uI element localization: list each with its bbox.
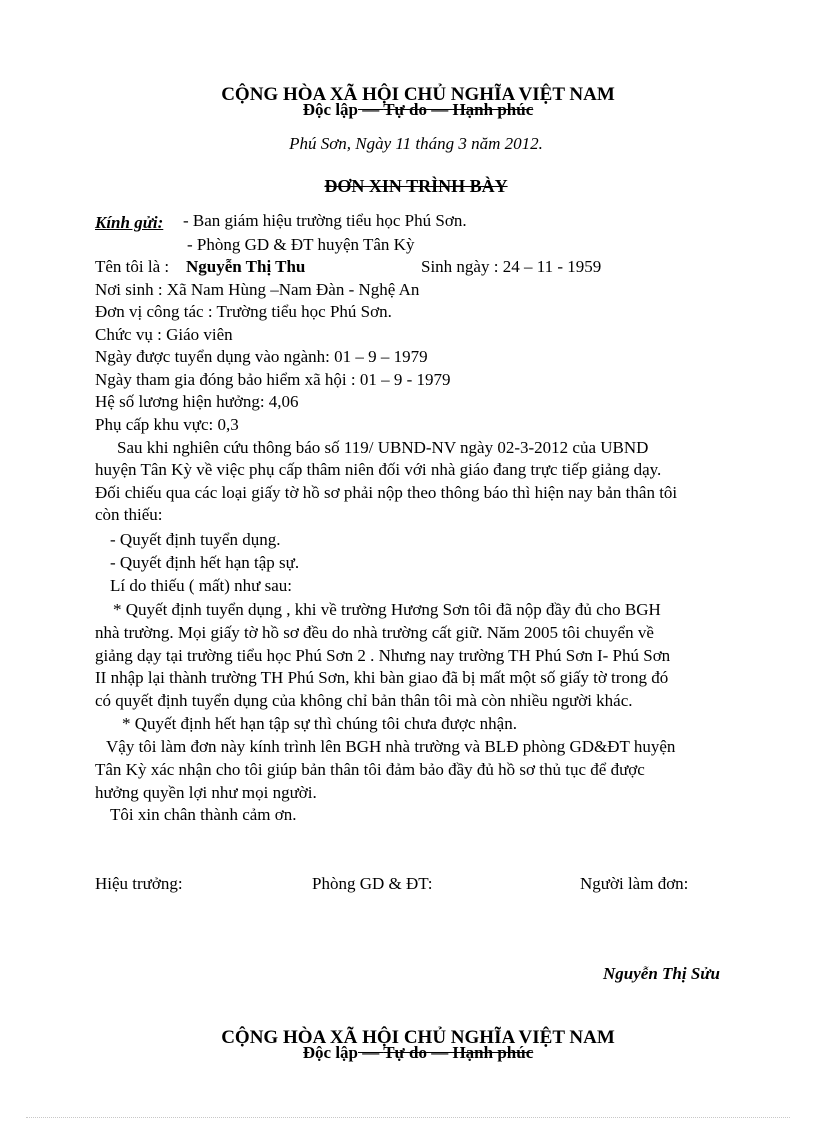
motto-part-2: Tự do xyxy=(383,1043,427,1062)
closing-thanks: Tôi xin chân thành cảm ơn. xyxy=(110,805,297,824)
national-title-repeat: CỘNG HÒA XÃ HỘI CHỦ NGHĨA VIỆT NAM xyxy=(221,1027,615,1048)
national-title: CỘNG HÒA XÃ HỘI CHỦ NGHĨA VIỆT NAM xyxy=(221,84,615,105)
body-line: có quyết định tuyển dụng của không chỉ bản thân tôi mà còn nhiều người khác. xyxy=(95,691,633,710)
body-line: * Quyết định hết hạn tập sự thì chúng tôi chưa được nhận. xyxy=(122,714,517,733)
work-unit: Đơn vị công tác : Trường tiểu học Phú Sơn. xyxy=(95,302,392,321)
body-line: Đối chiếu qua các loại giấy tờ hồ sơ phải nộp theo thông báo thì hiện nay bản thân tôi xyxy=(95,483,678,502)
body-line: huyện Tân Kỳ về việc phụ cấp thâm niên đối với nhà giáo đang trực tiếp giảng dạy. xyxy=(95,460,662,479)
motto-part-2: Tự do xyxy=(383,100,427,119)
birthplace: Nơi sinh : Xã Nam Hùng –Nam Đàn - Nghệ An xyxy=(95,280,420,299)
body-line: * Quyết định tuyển dụng , khi về trường Hương Sơn tôi đã nộp đầy đủ cho BGH xyxy=(113,600,661,619)
missing-item-1: - Quyết định tuyển dụng. xyxy=(110,530,281,549)
insurance-date: Ngày tham gia đóng bảo hiểm xã hội : 01 – 9 - 1979 xyxy=(95,370,451,389)
document-title: ĐƠN XIN TRÌNH BÀY xyxy=(324,176,508,196)
body-line: II nhập lại thành trường TH Phú Sơn, khi bàn giao đã bị mất một số giấy tờ trong đó xyxy=(95,668,669,687)
national-motto: Độc lập — Tự do — Hạnh phúc xyxy=(302,100,534,119)
position: Chức vụ : Giáo viên xyxy=(95,325,233,344)
body-line: Vậy tôi làm đơn này kính trình lên BGH nhà trường và BLĐ phòng GD&ĐT huyện xyxy=(106,737,676,756)
body-line: giảng dạy tại trường tiểu học Phú Sơn 2 . Nhưng nay trường TH Phú Sơn I- Phú Sơn xyxy=(95,646,671,665)
date-line: Phú Sơn, Ngày 11 tháng 3 năm 2012. xyxy=(289,134,543,153)
signer-name: Nguyễn Thị Sửu xyxy=(603,964,720,983)
body-line: Tân Kỳ xác nhận cho tôi giúp bản thân tôi đảm bảo đầy đủ hồ sơ thủ tục để được xyxy=(95,760,645,779)
page-bottom-divider xyxy=(26,1117,790,1118)
applicant-name: Nguyễn Thị Thu xyxy=(186,257,306,276)
recipient-1: - Ban giám hiệu trường tiểu học Phú Sơn. xyxy=(183,211,467,230)
reason-heading: Lí do thiếu ( mất) như sau: xyxy=(110,576,293,595)
name-label: Tên tôi là : xyxy=(95,257,170,276)
date-of-birth: Sinh ngày : 24 – 11 - 1959 xyxy=(421,257,602,276)
motto-part-1: Độc lập xyxy=(302,1043,358,1062)
body-line: còn thiếu: xyxy=(95,505,163,524)
recipient-label: Kính gửi: xyxy=(95,213,164,232)
motto-part-1: Độc lập xyxy=(302,100,358,119)
salary-coefficient: Hệ số lương hiện hưởng: 4,06 xyxy=(95,392,299,411)
national-motto-repeat: Độc lập — Tự do — Hạnh phúc xyxy=(302,1043,534,1062)
motto-part-3: Hạnh phúc xyxy=(452,1043,534,1062)
body-line: hưởng quyền lợi như mọi người. xyxy=(95,783,317,802)
signature-applicant-label: Người làm đơn: xyxy=(580,874,689,893)
missing-item-2: - Quyết định hết hạn tập sự. xyxy=(110,553,300,572)
signature-principal-label: Hiệu trưởng: xyxy=(95,874,183,893)
body-line: Sau khi nghiên cứu thông báo số 119/ UBND-NV ngày 02-3-2012 của UBND xyxy=(117,438,649,457)
motto-part-3: Hạnh phúc xyxy=(452,100,534,119)
body-line: nhà trường. Mọi giấy tờ hồ sơ đều do nhà trường cất giữ. Năm 2005 tôi chuyển về xyxy=(95,623,654,642)
regional-allowance: Phụ cấp khu vực: 0,3 xyxy=(95,415,239,434)
recruit-date: Ngày được tuyển dụng vào ngành: 01 – 9 – 1979 xyxy=(95,347,428,366)
signature-department-label: Phòng GD & ĐT: xyxy=(312,874,433,893)
recipient-2: - Phòng GD & ĐT huyện Tân Kỳ xyxy=(187,235,415,254)
